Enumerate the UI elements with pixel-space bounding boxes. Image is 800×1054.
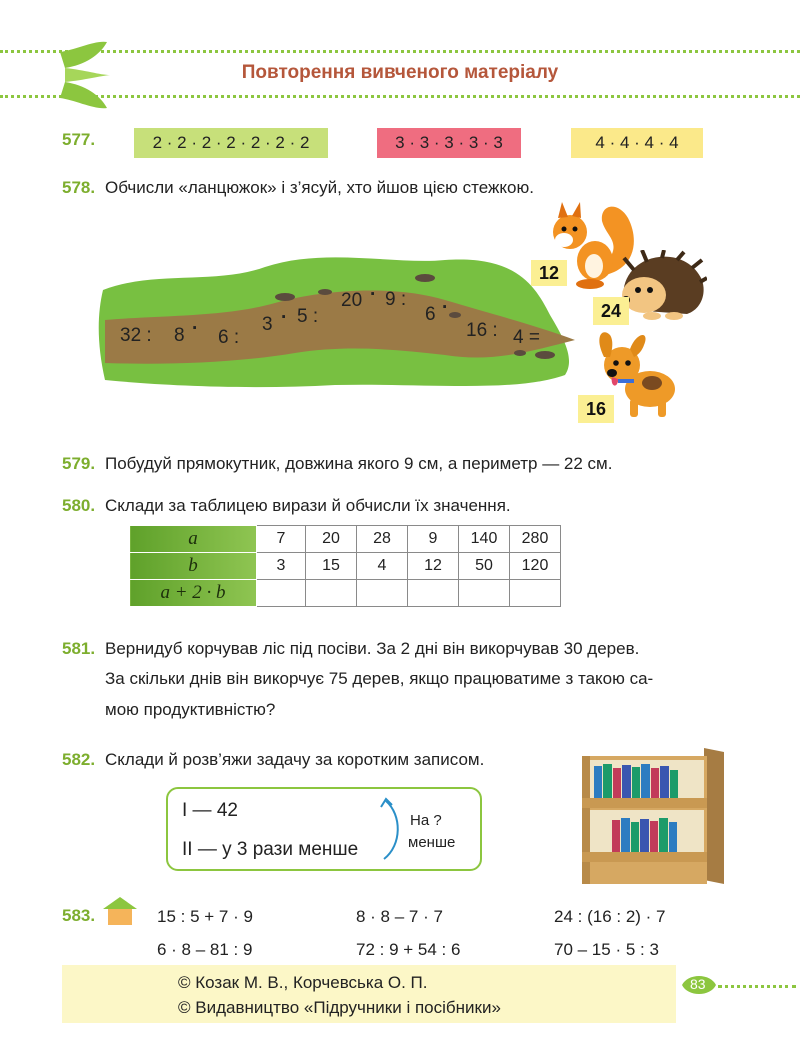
answer-cell[interactable]	[459, 580, 510, 607]
ex577-chip-3: 4 · 4 · 4 · 4	[571, 128, 703, 158]
hedgehog-value-badge: 24	[593, 297, 629, 325]
table-cell: 28	[357, 526, 408, 553]
ex580-text: Склади за таблицею вирази й обчисли їх значення.	[105, 496, 511, 515]
expr-5: 72 : 9 + 54 : 6	[356, 940, 461, 959]
chain-term-13: 16 :	[466, 320, 498, 341]
chain-term-6: ·	[281, 307, 288, 328]
ex578-number: 578.	[62, 178, 96, 197]
table-cell: 15	[306, 553, 357, 580]
page-title: Повторення вивченого матеріалу	[241, 62, 559, 83]
ex582-number: 582.	[62, 750, 96, 769]
copyright-line-1: © Козак М. В., Корчевська О. П.	[178, 973, 428, 992]
table-row-a	[130, 526, 561, 553]
chain-term-8: 20	[341, 290, 363, 311]
answer-cell[interactable]	[306, 580, 357, 607]
expr-4: 6 · 8 – 81 : 9	[157, 940, 253, 959]
ex581-line-2: За скільки днів він викорчує 75 дерев, якщо працюватиме з такою са-	[105, 669, 654, 688]
ex582-text: Склади й розв’яжи задачу за коротким записом.	[105, 750, 485, 769]
table-cell: 140	[459, 526, 510, 553]
row-label-b: b	[130, 553, 257, 580]
ex577-number: 577.	[62, 130, 96, 149]
dog-value-badge: 16	[578, 395, 614, 423]
ex583-number: 583.	[62, 906, 96, 925]
table-cell: 12	[408, 553, 459, 580]
ex579-text: Побудуй прямокутник, довжина якого 9 см, а периметр — 22 см.	[105, 454, 613, 473]
chain-term-5: 3	[262, 314, 273, 335]
house-icon	[101, 895, 139, 927]
chain-term-7: 5 :	[297, 306, 319, 327]
copyright-line-2: © Видавництво «Підручники і посібники»	[178, 998, 501, 1017]
expr-1: 15 : 5 + 7 · 9	[157, 907, 253, 926]
short-record-line-2: II — у 3 рази менше	[182, 839, 359, 860]
chain-term-9: ·	[370, 284, 377, 305]
chain-term-3: ·	[192, 318, 199, 339]
expr-3: 24 : (16 : 2) · 7	[554, 907, 666, 926]
answer-cell[interactable]	[257, 580, 306, 607]
table-cell: 120	[510, 553, 561, 580]
ex580-number: 580.	[62, 496, 96, 515]
table-cell: 3	[257, 553, 306, 580]
table-cell: 50	[459, 553, 510, 580]
table-row-result	[130, 580, 561, 607]
squirrel-value-badge: 12	[531, 260, 567, 286]
ex581-line-3: мою продуктивністю?	[105, 700, 276, 719]
path-illustration	[95, 245, 585, 395]
table-row-b	[130, 553, 561, 580]
ex581-line-1: Вернидуб корчував ліс під посіви. За 2 дні він викорчував 30 дерев.	[105, 639, 640, 658]
table-cell: 9	[408, 526, 459, 553]
chain-term-1: 32 :	[120, 325, 152, 346]
table-cell: 280	[510, 526, 561, 553]
ex579-number: 579.	[62, 454, 96, 473]
values-table	[129, 525, 561, 607]
table-cell: 7	[257, 526, 306, 553]
page-number: 83	[690, 976, 706, 992]
ex577-chip-2: 3 · 3 · 3 · 3 · 3	[377, 128, 521, 158]
curved-arrow-icon	[378, 795, 408, 863]
expr-2: 8 · 8 – 7 · 7	[356, 907, 443, 926]
answer-cell[interactable]	[357, 580, 408, 607]
header-dots-top	[0, 50, 800, 53]
short-record-note-2: менше	[408, 834, 456, 851]
chain-term-12: ·	[442, 297, 449, 318]
ex581-number: 581.	[62, 639, 96, 658]
ex577-chip-1: 2 · 2 · 2 · 2 · 2 · 2 · 2	[134, 128, 328, 158]
footer-dots	[718, 985, 796, 988]
answer-cell[interactable]	[510, 580, 561, 607]
header-dots-bottom	[0, 95, 800, 98]
chain-term-11: 6	[425, 304, 436, 325]
row-label-expression: a + 2 · b	[130, 580, 257, 607]
expr-6: 70 – 15 · 5 : 3	[554, 940, 659, 959]
short-record-line-1: I — 42	[182, 800, 238, 821]
chain-term-10: 9 :	[385, 289, 407, 310]
bookshelf-icon	[582, 748, 727, 888]
chain-term-14: 4 =	[513, 327, 540, 348]
table-cell: 20	[306, 526, 357, 553]
ex578-text: Обчисли «ланцюжок» і з’ясуй, хто йшов цією стежкою.	[105, 178, 534, 197]
chain-term-2: 8	[174, 325, 185, 346]
chain-term-4: 6 :	[218, 327, 240, 348]
table-cell: 4	[357, 553, 408, 580]
answer-cell[interactable]	[408, 580, 459, 607]
short-record-note-1: На ?	[410, 812, 442, 829]
row-label-a: a	[130, 526, 257, 553]
